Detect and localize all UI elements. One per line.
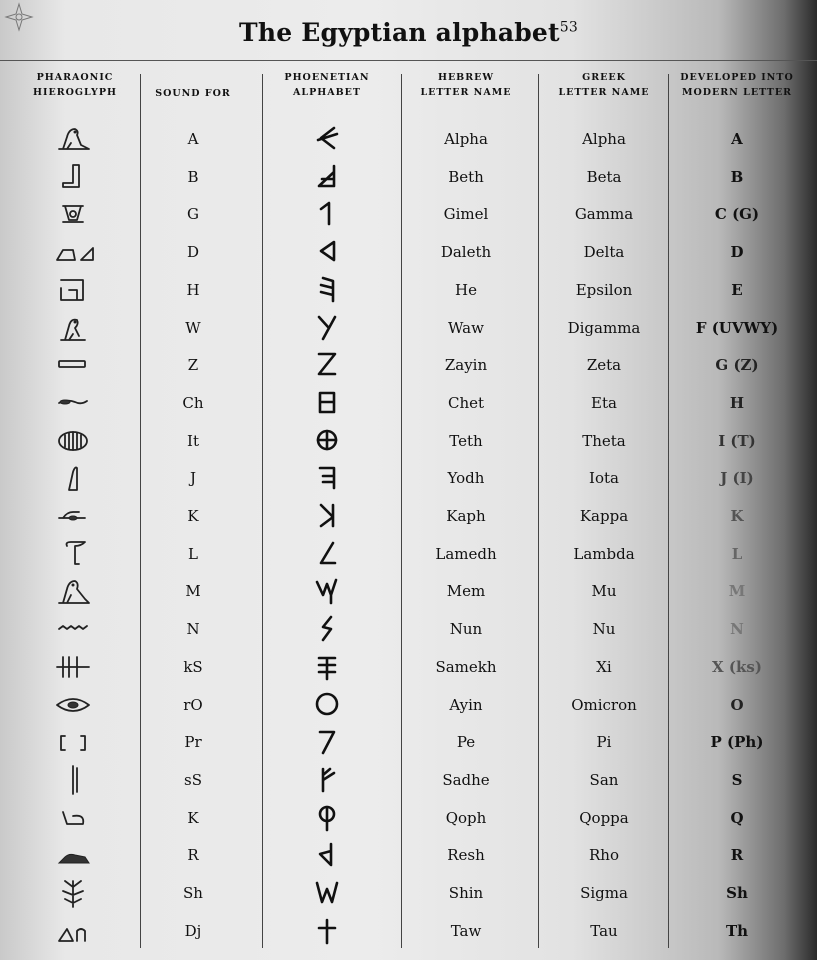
modern-letter-cell: A [731, 130, 743, 148]
hebrew-name-cell: Mem [446, 582, 486, 601]
greek-name-cell: Rho [589, 846, 619, 865]
hebrew-name-cell: Lamedh [435, 544, 497, 563]
modern-letter-cell: H [729, 393, 745, 412]
greek-name-cell: Beta [586, 167, 622, 186]
placenta-hieroglyph-icon [55, 425, 95, 457]
greek-name-cell: Sigma [580, 884, 628, 902]
header-text: MODERN LETTER [681, 87, 792, 98]
owl-hieroglyph-icon [55, 575, 95, 607]
aleph-glyph-icon [257, 125, 397, 157]
modern-letter-cell: X (ks) [712, 657, 762, 676]
modern-letter-cell: R [730, 846, 744, 865]
qoph-glyph-icon [257, 804, 397, 836]
beth-glyph-icon [257, 163, 397, 195]
greek-name-cell: Alpha [582, 130, 626, 148]
modern-letter-cell: C (G) [714, 205, 760, 224]
modern-letter-cell: M [728, 582, 746, 601]
gimel-glyph-icon [257, 200, 397, 232]
header-text: LETTER NAME [420, 87, 512, 98]
ayin-glyph-icon [257, 691, 397, 723]
taw-glyph-icon [257, 917, 397, 949]
header-sound [141, 86, 245, 101]
greek-name-cell: Theta [582, 431, 626, 450]
mem-glyph-icon [257, 577, 397, 609]
lamedh-glyph-icon [257, 540, 397, 572]
basket-hieroglyph-icon [55, 500, 95, 532]
lion-hieroglyph-icon [55, 538, 95, 570]
hebrew-name-cell: Nun [449, 620, 483, 639]
sound-cell: G [187, 205, 199, 224]
header-text: LETTER NAME [558, 87, 650, 98]
sound-cell: Sh [183, 884, 203, 902]
page-title [0, 18, 817, 47]
mat-hieroglyph-icon [55, 726, 95, 758]
hebrew-name-cell: Taw [450, 921, 482, 940]
cloth-hieroglyph-icon [55, 764, 95, 796]
sound-cell: Ch [182, 393, 204, 412]
sound-cell: W [185, 318, 201, 337]
greek-name-cell: Xi [596, 657, 612, 676]
door-bolt-hieroglyph-icon [55, 349, 95, 381]
vulture-hieroglyph-icon [55, 123, 95, 155]
header-text: HIEROGLYPH [33, 87, 117, 98]
samekh-glyph-icon [257, 653, 397, 685]
daleth-glyph-icon [257, 238, 397, 270]
header-text: ALPHABET [293, 87, 361, 98]
greek-name-cell: Nu [592, 620, 616, 639]
modern-letter-cell: F (UVWY) [695, 318, 779, 337]
sound-cell: N [186, 620, 200, 639]
hand-triangle-hieroglyph-icon [55, 236, 95, 268]
hebrew-name-cell: Shin [448, 884, 484, 902]
hill-slope-hieroglyph-icon [55, 802, 95, 834]
hebrew-name-cell: Yodh [447, 469, 485, 488]
hebrew-name-cell: Beth [448, 167, 484, 186]
greek-name-cell: Kappa [579, 507, 629, 525]
foot-hieroglyph-icon [55, 161, 95, 193]
sound-cell: Z [187, 356, 199, 375]
hebrew-name-cell: Teth [449, 431, 483, 450]
modern-letter-cell: G (Z) [715, 356, 759, 375]
header-greek [539, 70, 669, 100]
hebrew-name-cell: Ayin [449, 695, 483, 714]
sound-cell: R [187, 846, 199, 865]
greek-name-cell: Iota [589, 469, 619, 488]
header-hieroglyph [10, 70, 140, 100]
sound-cell: K [187, 808, 199, 827]
modern-letter-cell: Th [725, 921, 749, 940]
courtyard-hieroglyph-icon [55, 274, 95, 306]
greek-name-cell: Delta [583, 243, 625, 262]
modern-letter-cell: K [730, 507, 744, 525]
hebrew-name-cell: Pe [456, 733, 476, 752]
quail-chick-hieroglyph-icon [55, 312, 95, 344]
hebrew-name-cell: Chet [447, 393, 485, 412]
modern-letter-cell: J (I) [720, 469, 754, 488]
sound-cell: B [187, 167, 199, 186]
lotus-hieroglyph-icon [55, 877, 95, 909]
sound-cell: sS [184, 770, 202, 789]
header-modern [670, 70, 804, 100]
title-text: The Egyptian alphabet [239, 18, 560, 47]
sound-cell: D [186, 243, 200, 262]
modern-letter-cell: D [730, 243, 744, 262]
hebrew-name-cell: Resh [447, 846, 485, 865]
kaph-glyph-icon [257, 502, 397, 534]
sound-cell: J [189, 469, 196, 488]
greek-name-cell: Pi [596, 733, 612, 752]
water-hieroglyph-icon [55, 613, 95, 645]
header-hebrew [401, 70, 531, 100]
hebrew-name-cell: He [455, 280, 477, 299]
footnote-marker: 53 [559, 19, 578, 36]
cobra-hieroglyph-icon [55, 915, 95, 947]
modern-letter-cell: I (T) [718, 431, 756, 450]
zayin-glyph-icon [257, 351, 397, 383]
nun-glyph-icon [257, 615, 397, 647]
modern-letter-cell: L [731, 544, 743, 563]
modern-letter-cell: N [730, 620, 744, 639]
hebrew-name-cell: Daleth [440, 243, 492, 262]
sound-cell: rO [183, 695, 203, 714]
shin-glyph-icon [257, 879, 397, 911]
header-text: SOUND FOR [155, 88, 231, 99]
lion-recumbent-hieroglyph-icon [55, 839, 95, 871]
greek-name-cell: Qoppa [579, 808, 629, 827]
hebrew-name-cell: Zayin [444, 356, 488, 375]
modern-letter-cell: E [731, 280, 743, 299]
sound-cell: L [188, 544, 198, 563]
sound-cell: Pr [184, 733, 202, 752]
modern-letter-cell: S [731, 770, 743, 789]
waw-glyph-icon [257, 314, 397, 346]
modern-letter-cell: O [730, 695, 744, 714]
sound-cell: K [187, 507, 199, 525]
greek-name-cell: Digamma [567, 318, 641, 337]
sound-cell: M [185, 582, 201, 601]
jar-stand-hieroglyph-icon [55, 198, 95, 230]
hebrew-name-cell: Kaph [446, 507, 486, 525]
hebrew-name-cell: Qoph [445, 808, 487, 827]
hill-hieroglyph-icon [55, 651, 95, 683]
greek-name-cell: Epsilon [575, 280, 633, 299]
reed-hieroglyph-icon [55, 462, 95, 494]
greek-name-cell: Mu [591, 582, 617, 601]
hebrew-name-cell: Waw [448, 318, 484, 337]
sound-cell: It [187, 431, 199, 450]
header-text: PHOENETIAN [284, 72, 370, 83]
greek-name-cell: Gamma [574, 205, 634, 224]
teth-glyph-icon [257, 427, 397, 459]
header-text: HEBREW [437, 72, 495, 83]
yodh-glyph-icon [257, 464, 397, 496]
sound-cell: A [187, 130, 199, 148]
resh-glyph-icon [257, 841, 397, 873]
header-text: GREEK [582, 72, 626, 83]
greek-name-cell: San [589, 770, 619, 789]
hebrew-name-cell: Alpha [444, 130, 488, 148]
hebrew-name-cell: Gimel [443, 205, 489, 224]
rope-hieroglyph-icon [55, 387, 95, 419]
modern-letter-cell: P (Ph) [710, 733, 764, 752]
greek-name-cell: Tau [590, 921, 618, 940]
sound-cell: Dj [184, 921, 202, 940]
header-text: DEVELOPED INTO [680, 72, 794, 83]
sound-cell: H [186, 280, 200, 299]
greek-name-cell: Zeta [586, 356, 622, 375]
sound-cell: kS [183, 657, 203, 676]
he-glyph-icon [257, 276, 397, 308]
greek-name-cell: Eta [591, 393, 617, 412]
header-text: PHARAONIC [36, 72, 114, 83]
header-phoenician [262, 70, 392, 100]
modern-letter-cell: Q [730, 808, 744, 827]
mouth-hieroglyph-icon [55, 689, 95, 721]
hebrew-name-cell: Samekh [435, 657, 497, 676]
chet-glyph-icon [257, 389, 397, 421]
title-rule [0, 60, 817, 61]
modern-letter-cell: Sh [726, 884, 748, 902]
pe-glyph-icon [257, 728, 397, 760]
hebrew-name-cell: Sadhe [442, 770, 490, 789]
greek-name-cell: Omicron [571, 695, 637, 714]
modern-letter-cell: B [730, 167, 744, 186]
greek-name-cell: Lambda [573, 544, 635, 563]
sadhe-glyph-icon [257, 766, 397, 798]
